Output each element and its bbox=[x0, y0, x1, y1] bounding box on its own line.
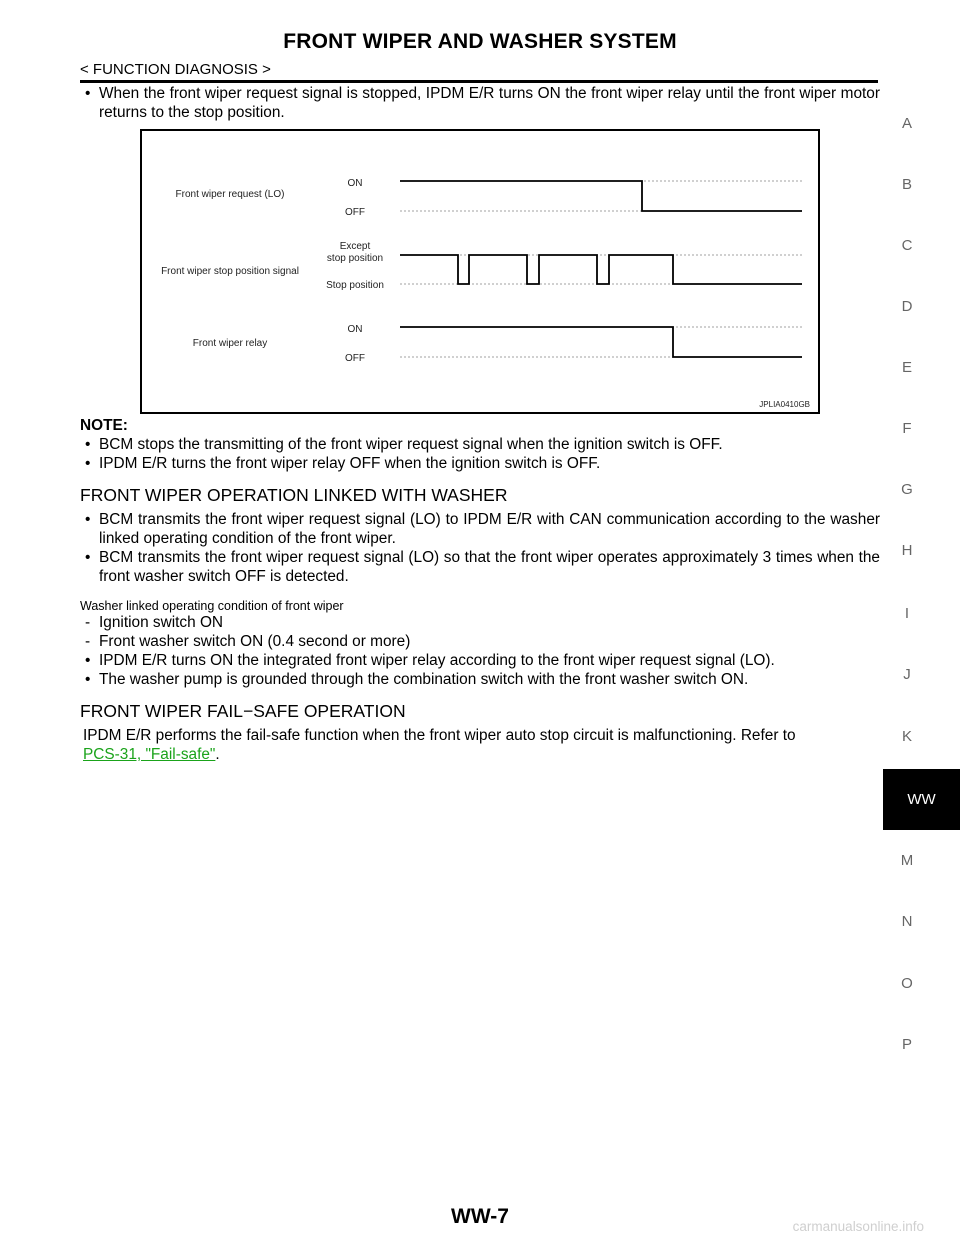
stop-high-label-2: stop position bbox=[326, 253, 384, 264]
request-high-label: ON bbox=[347, 178, 363, 189]
stop-low-label: Stop position bbox=[326, 280, 384, 291]
washer-bullet: • BCM transmits the front wiper request signal (LO) to IPDM E/R with CAN communication according to the washer linked operating condition of the front wiper. bbox=[80, 510, 880, 548]
side-index-letter-f[interactable]: F bbox=[902, 420, 912, 437]
signal-label-request: Front wiper request (LO) bbox=[175, 189, 285, 200]
signal-label-relay: Front wiper relay bbox=[192, 338, 268, 349]
side-index-letter-p[interactable]: P bbox=[901, 1036, 912, 1053]
figure-code: JPLIA0410GB bbox=[759, 400, 810, 409]
washer-condition-caption: Washer linked operating condition of front wiper bbox=[80, 599, 344, 613]
washer-condition: - Front washer switch ON (0.4 second or more) bbox=[80, 632, 880, 651]
side-index-letter-k[interactable]: K bbox=[901, 728, 912, 745]
note-item: • IPDM E/R turns the front wiper relay OFF when the ignition switch is OFF. bbox=[80, 454, 880, 473]
intro-bullet: • When the front wiper request signal is stopped, IPDM E/R turns ON the front wiper relay until the front wiper motor returns to the stop position. bbox=[80, 84, 880, 122]
side-index-letter-e[interactable]: E bbox=[901, 359, 912, 376]
side-index-letter-m[interactable]: M bbox=[900, 852, 914, 869]
washer-section-heading: FRONT WIPER OPERATION LINKED WITH WASHER bbox=[80, 485, 508, 505]
washer-bullet: • BCM transmits the front wiper request signal (LO) so that the front wiper operates approximately 3 times when the front washer switch OFF is detected. bbox=[80, 548, 880, 586]
waveform-relay bbox=[400, 327, 802, 357]
request-low-label: OFF bbox=[345, 207, 365, 218]
washer-condition: - Ignition switch ON bbox=[80, 613, 880, 632]
page-title: FRONT WIPER AND WASHER SYSTEM bbox=[283, 30, 677, 53]
note-item: • BCM stops the transmitting of the front wiper request signal when the ignition switch is OFF. bbox=[80, 435, 880, 454]
section-breadcrumb: < FUNCTION DIAGNOSIS > bbox=[80, 61, 271, 78]
stop-high-label: Except bbox=[339, 241, 371, 252]
header-divider bbox=[80, 80, 878, 83]
side-index-letter-a[interactable]: A bbox=[901, 115, 912, 132]
side-index-letter-o[interactable]: O bbox=[901, 975, 913, 992]
failsafe-text: IPDM E/R performs the fail-safe function when the front wiper auto stop circuit is malfunctioning. Refer to bbox=[83, 727, 796, 744]
failsafe-period: . bbox=[215, 746, 220, 763]
side-index-letter-h[interactable]: H bbox=[901, 542, 913, 559]
side-index-letter-j[interactable]: J bbox=[903, 666, 911, 683]
failsafe-paragraph bbox=[80, 726, 880, 764]
side-index-letter-n[interactable]: N bbox=[901, 913, 913, 930]
side-index-active-tab[interactable]: WW bbox=[883, 769, 960, 830]
watermark: carmanualsonline.info bbox=[792, 1219, 924, 1234]
timing-figure bbox=[140, 129, 820, 414]
signal-label-stop-position: Front wiper stop position signal bbox=[161, 266, 299, 277]
side-index-letter-g[interactable]: G bbox=[901, 481, 913, 498]
failsafe-section-heading: FRONT WIPER FAIL−SAFE OPERATION bbox=[80, 701, 406, 721]
relay-low-label: OFF bbox=[345, 353, 365, 364]
side-index-letter-i[interactable]: I bbox=[904, 605, 910, 622]
main-content bbox=[80, 84, 880, 764]
waveform-request bbox=[400, 181, 802, 211]
failsafe-reference-link[interactable]: PCS-31, "Fail-safe" bbox=[83, 746, 216, 763]
washer-bullet: • The washer pump is grounded through the combination switch with the front washer switch ON. bbox=[80, 670, 880, 689]
side-index-letter-d[interactable]: D bbox=[901, 298, 913, 315]
note-label: NOTE: bbox=[80, 417, 128, 434]
side-index-letter-b[interactable]: B bbox=[901, 176, 912, 193]
page-number: WW-7 bbox=[451, 1205, 509, 1228]
washer-bullet: • IPDM E/R turns ON the integrated front wiper relay according to the front wiper request signal (LO). bbox=[80, 651, 880, 670]
waveform-stop-position bbox=[400, 255, 802, 284]
side-index-letter-c[interactable]: C bbox=[901, 237, 913, 254]
relay-high-label: ON bbox=[347, 324, 363, 335]
timing-diagram bbox=[142, 131, 818, 412]
